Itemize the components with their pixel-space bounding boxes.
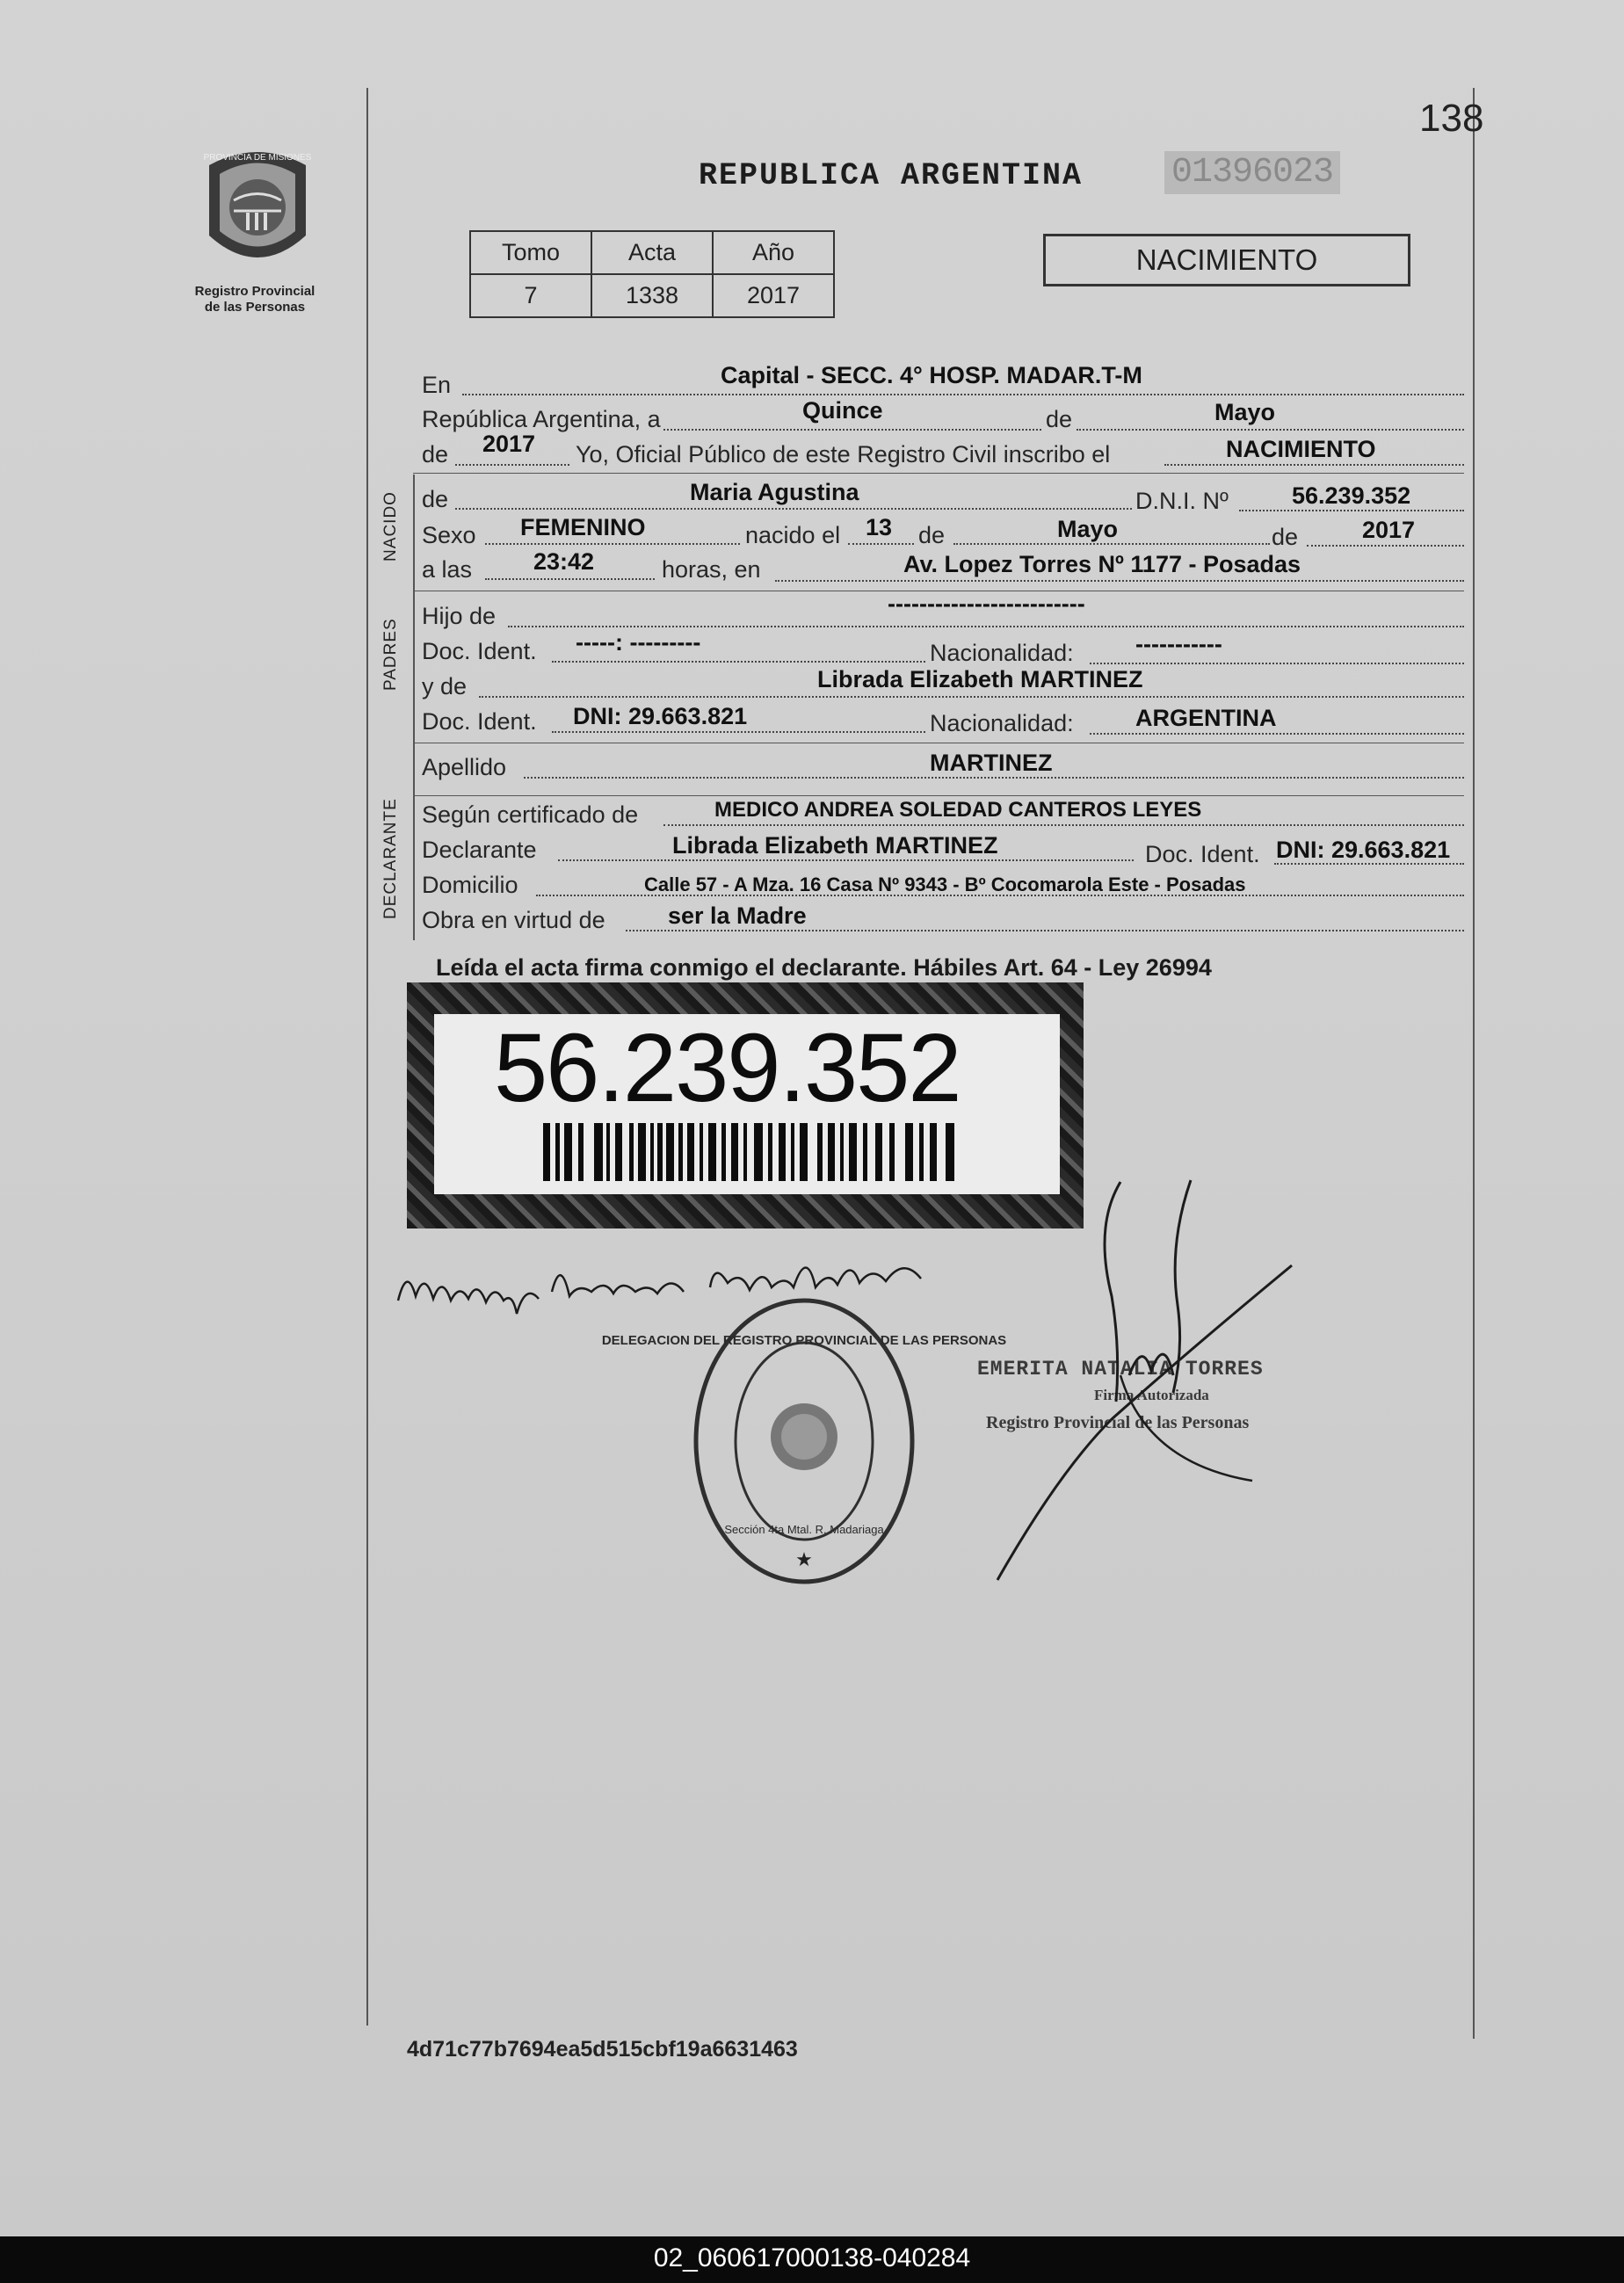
- document-hash: 4d71c77b7694ea5d515cbf19a6631463: [407, 2037, 798, 2062]
- child-name-value: Maria Agustina: [690, 479, 859, 505]
- record-table-header-row: [470, 231, 834, 274]
- obra-label: Obra en virtud de: [422, 907, 605, 933]
- en-label: En: [422, 372, 452, 398]
- official-handwritten-signature: [989, 1173, 1305, 1591]
- banner-dni-number: 56.239.352: [494, 1014, 961, 1122]
- barcode: [543, 1123, 956, 1181]
- certificado-dotted-line: [663, 824, 1464, 826]
- time-dotted-line: [485, 578, 655, 580]
- intro-day-value: Quince: [802, 397, 883, 424]
- a-las-label: a las: [422, 556, 473, 583]
- apellido-label: Apellido: [422, 754, 507, 780]
- mother-nat-value: ARGENTINA: [1135, 705, 1277, 731]
- record-table-header: Año: [713, 231, 834, 274]
- declarante-label: Declarante: [422, 837, 537, 863]
- closing-statement: Leída el acta firma conmigo el declarante. Hábiles Art. 64 - Ley 26994: [436, 954, 1212, 981]
- birth-place-value: Av. Lopez Torres Nº 1177 - Posadas: [903, 551, 1301, 577]
- name-dotted-line: [455, 508, 1132, 510]
- record-table-cell: 1338: [591, 274, 713, 317]
- birth-year-value: 2017: [1362, 517, 1416, 543]
- official-office: Registro Provincial de las Personas: [986, 1413, 1250, 1432]
- mother-doc-value: DNI: 29.663.821: [573, 703, 748, 729]
- child-dni-value: 56.239.352: [1292, 482, 1411, 509]
- record-table-cell: 2017: [713, 274, 834, 317]
- record-table-header: Acta: [591, 231, 713, 274]
- svg-text:DELEGACION DEL REGISTRO PROVIN: DELEGACION DEL REGISTRO PROVINCIAL DE LAS PERSONAS: [601, 1333, 1007, 1348]
- declarante-doc-value: DNI: 29.663.821: [1276, 837, 1451, 863]
- apellido-value: MARTINEZ: [930, 750, 1053, 776]
- intro-de-label: de: [1046, 406, 1073, 432]
- svg-text:PROVINCIA DE MISIONES: PROVINCIA DE MISIONES: [203, 153, 312, 163]
- intro-year-value: 2017: [482, 431, 536, 457]
- dni-dotted-line: [1239, 510, 1464, 511]
- father-doc-value: -----: ---------: [576, 629, 701, 656]
- nacido-de-label: de: [422, 486, 449, 512]
- section-divider-line: [413, 475, 415, 940]
- birth-month-value: Mayo: [1057, 516, 1119, 542]
- svg-text:Sección 4ta Mtal. R. Madariaga: Sección 4ta Mtal. R. Madariaga: [724, 1523, 884, 1536]
- record-table: [469, 230, 835, 318]
- sexo-label: Sexo: [422, 522, 476, 548]
- left-margin-line: [366, 88, 368, 2026]
- official-name: EMERITA NATALIA TORRES: [977, 1358, 1264, 1381]
- dni-label: D.N.I. Nº: [1135, 488, 1229, 514]
- intro-month-value: Mayo: [1214, 399, 1276, 425]
- birth-de-label-2: de: [1272, 524, 1299, 550]
- section-label-padres: PADRES: [381, 618, 400, 691]
- oficial-text: Yo, Oficial Público de este Registro Civil inscribo el: [576, 441, 1111, 467]
- obra-dotted-line: [626, 930, 1464, 931]
- sexo-dotted-line: [485, 543, 740, 545]
- record-kind-box: NACIMIENTO: [1043, 234, 1410, 286]
- mother-value: Librada Elizabeth MARTINEZ: [817, 666, 1143, 692]
- section-label-nacido: NACIDO: [381, 491, 400, 562]
- delegation-seal-stamp: [601, 1292, 1007, 1591]
- en-value: Capital - SECC. 4° HOSP. MADAR.T-M: [721, 362, 1142, 388]
- footer-document-id: 02_060617000138-040284: [653, 2243, 971, 2272]
- domicilio-label: Domicilio: [422, 872, 518, 898]
- birth-de-label: de: [918, 522, 946, 548]
- birth-time-value: 23:42: [533, 548, 595, 575]
- section-rule: [413, 795, 1464, 796]
- declarante-doc-label: Doc. Ident.: [1145, 841, 1260, 867]
- section-rule: [413, 473, 1464, 474]
- apellido-dotted-line: [524, 777, 1464, 779]
- mother-doc-label: Doc. Ident.: [422, 708, 537, 735]
- father-doc-dotted-line: [552, 661, 925, 663]
- day-dotted-line: [663, 429, 1041, 431]
- y-de-label: y de: [422, 673, 468, 699]
- father-value: -------------------------: [888, 591, 1085, 617]
- domicilio-value: Calle 57 - A Mza. 16 Casa Nº 9343 - Bº Cocomarola Este - Posadas: [644, 873, 1246, 895]
- certificado-label: Según certificado de: [422, 801, 639, 828]
- obra-value: ser la Madre: [668, 902, 807, 929]
- birth-day-value: 13: [866, 514, 893, 540]
- record-table-header: Tomo: [470, 231, 591, 274]
- record-table-value-row: [470, 274, 834, 317]
- svg-text:★: ★: [795, 1548, 813, 1570]
- father-dotted-line: [508, 626, 1464, 627]
- mother-nacionalidad-label: Nacionalidad:: [930, 710, 1074, 736]
- father-doc-label: Doc. Ident.: [422, 638, 537, 664]
- mother-doc-dotted-line: [552, 731, 925, 733]
- father-nat-dotted-line: [1090, 663, 1464, 664]
- record-table-cell: 7: [470, 274, 591, 317]
- en-dotted-line: [462, 394, 1464, 395]
- declarante-dotted-line: [558, 859, 1134, 861]
- certificado-value: MEDICO ANDREA SOLEDAD CANTEROS LEYES: [714, 798, 1202, 822]
- sexo-value: FEMENINO: [520, 514, 646, 540]
- registry-caption-line2: de las Personas: [204, 300, 306, 315]
- nacido-el-label: nacido el: [745, 522, 841, 548]
- declarante-value: Librada Elizabeth MARTINEZ: [672, 832, 998, 859]
- father-nacionalidad-label: Nacionalidad:: [930, 640, 1074, 666]
- father-nat-value: -----------: [1135, 631, 1222, 657]
- serial-number-stamp: 01396023: [1164, 151, 1340, 194]
- birth-day-dotted-line: [848, 543, 914, 545]
- hijo-de-label: Hijo de: [422, 603, 497, 629]
- birth-year-dotted-line: [1307, 545, 1464, 547]
- mother-nat-dotted-line: [1090, 733, 1464, 735]
- month-dotted-line: [1077, 429, 1464, 431]
- document-title: REPUBLICA ARGENTINA: [699, 158, 1084, 193]
- birth-month-dotted-line: [953, 543, 1270, 545]
- misiones-seal-logo: [192, 139, 323, 279]
- inscribo-dotted-line: [1164, 464, 1464, 466]
- place-dotted-line: [775, 580, 1464, 582]
- section-label-declarante: DECLARANTE: [381, 798, 400, 919]
- page-number: 138: [1419, 97, 1484, 140]
- official-role: Firma Autorizada: [1094, 1387, 1209, 1403]
- mother-dotted-line: [479, 696, 1464, 698]
- registry-caption-line1: Registro Provincial: [194, 284, 315, 299]
- registry-caption: [176, 284, 334, 315]
- inscribo-value: NACIMIENTO: [1226, 436, 1376, 462]
- right-margin-line: [1473, 88, 1475, 2039]
- year-dotted-line: [455, 464, 569, 466]
- intro-de-label-2: de: [422, 441, 449, 467]
- horas-en-label: horas, en: [662, 556, 761, 583]
- republica-label: República Argentina, a: [422, 406, 661, 432]
